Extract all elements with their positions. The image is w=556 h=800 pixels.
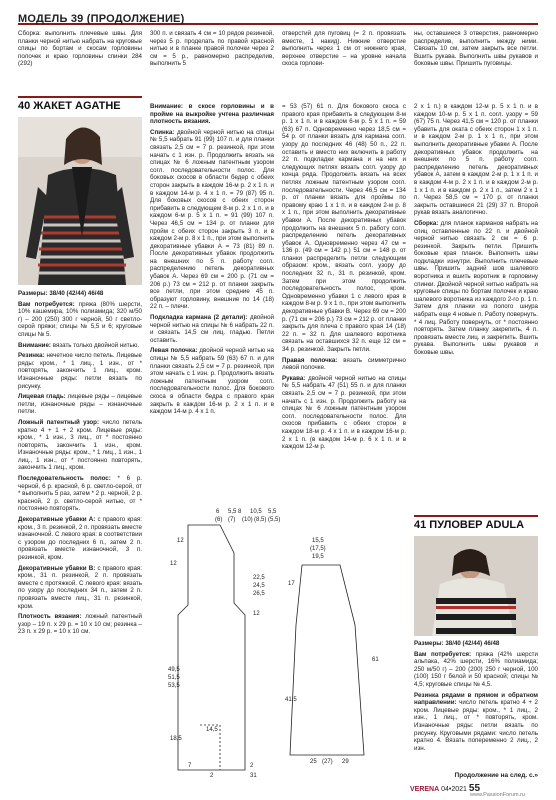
top-text-3: отверстий для пуговиц (= 2 п. провязать вместе, 1 накид). Нижние отверстие выполнить через 1 см от нижнего края, верхнее отверстие – на уровне начала скоса горлови- [282, 30, 406, 68]
decrease-a-text: с правого края: кром., 3 п. резинкой, 2 п. провязать вместе изнаночной. С левого края: в соответствии с узором до последних 6 п., затем 2 п. провязать вместе изнаночной, 3 п. резинкой, кром. [18, 516, 142, 561]
assembly-heading: Сборка: [414, 219, 439, 227]
false-patent-heading: Ложный патентный узор: [18, 418, 100, 426]
sleeve-bottom-2: (27) [322, 759, 333, 765]
jacket-col-2 [150, 103, 274, 419]
front-side-7: 18,5 [170, 736, 182, 742]
sleeve-side-2: 41,5 [285, 697, 297, 703]
note-text: вязать только двойной нитью. [52, 341, 140, 349]
sleeve-side-3: 61 [372, 657, 379, 663]
top-col-1 [18, 30, 142, 68]
top-text-4: ны, оставшиеся 3 отверстия, равномерно распределив, выполнить между ними. Связать 10 см, затем закрыть все петли. Вшить рукава. Выполнить швы рукавов и боковые швы. Пришить пуговицы. [414, 30, 538, 68]
sleeve-text: двойной черной нитью на спицы № 5,5 набрать 47 (51) 55 п. и для планки связать 2,5 см = 7 р. резинкой, при этом начать с 1 изн. р. Продолжить работу на спицах № 6 ложным патентным узором согл. последовательности полос. Для скосов прибавить с обеих сторон в каждом 18-м р. 4 x 1 п. и в каждом 16-м р. 2 x 1 п. (в каждом 14-м р. 6 x 1 п. и в каждом 12-м р. [282, 374, 406, 451]
pullover-rib-heading: Резинка рядами в прямом и обратном направлении: [414, 691, 538, 707]
materials-text: пряжа (80% шерсти, 10% кашемира, 10% полиамида; 320 м/50 г) – 200 (250) 300 г черной, 50 г светло-серой пряжи; спицы № 5,5 и 6; круговые спицы № 5. [18, 300, 142, 338]
page-number: 55 [468, 783, 481, 794]
front-side-1: 12 [177, 538, 184, 544]
front-top-3: 8 [238, 509, 242, 515]
pullover-title: 41 ПУЛОВЕР ADULA [414, 519, 525, 531]
left-front-text: двойной черной нитью на спицы № 5,5 набрать 59 (63) 67 п. и для планки связать 2,5 см = 7 р. резинкой, при этом начать с 1 изн. р. Продолжить вязать ложным патентным узором согл. последовательности полос. Для бокового скоса в области бедра с правого края закрыть в каждом 16-м р. 2 x 1 п. и в каждом 14-м р. 4 x 1 п. [150, 347, 274, 416]
jacket-sizes: Размеры: 38/40 (42/44) 46/48 [18, 290, 104, 297]
front-top-4: 10,5 [250, 509, 262, 515]
sleeve-top-1: 15,5 [312, 538, 324, 544]
rib-heading: Резинка: [18, 352, 45, 360]
decrease-a-heading: Декоративные убавки А: [18, 516, 96, 524]
issue-number: 04•2021 [441, 786, 467, 793]
top-col-3 [282, 30, 406, 68]
back-heading: Спинка: [150, 128, 175, 136]
sleeve-heading: Рукава: [282, 374, 306, 382]
pullover-materials-text: пряжа (42% шерсти альпака, 42% шерсти, 16% полиамида; 250 м/50 г) – 200 (200) 250 г черной, 100 (100) 150 г белой и 50 красной; спицы № 4,5; круговые спицы № 4,5. [414, 650, 538, 688]
front-top2-2: (7) [228, 517, 236, 523]
pattern-diagram [150, 505, 410, 780]
sleeve-side-1: 17 [288, 581, 295, 587]
front-top-1: 6 [216, 509, 220, 515]
front-top2-4: (8,5) [254, 517, 267, 523]
front-top-2: 5,5 [228, 509, 237, 515]
note-heading: Внимание: [18, 341, 51, 349]
stripe-heading: Последовательность полос: [18, 475, 111, 483]
smooth-text: лицевые ряды – лицевые петли, изнаночные ряды – изнаночные петли. [18, 393, 142, 416]
sleeve-top-2: (17,5) [310, 546, 326, 552]
decrease-b-text: с правого края: кром., 31 п. резинкой, 2 п. провязать вместе с протяжкой. С левого края: вязать по узору до последних 34 п., затем 2 п. провязать вместе лиц., 31 п. резинкой, кром. [18, 564, 142, 610]
false-patent-text: число петель кратно 4 + 1 + 2 кром. Лицевые ряды: кром., * 1 изн., 3 лиц., от * постоянно повторять, закончить 1 изн., кром. Изнаночные ряды: кром., * 1 лиц., 1 изн., 1 лиц., 1 изн., от * постоянно повторять, закончить 1 лиц., кром. [18, 418, 142, 472]
sleeve-cont: 2 x 1 п.) в каждом 12-м р. 5 x 1 п. и в каждом 10-м р. 5 x 1 п. согл. узору = 59 (67) 75 п. Через 41,5 см = 120 р. от планки убавить для оката с обеих сторон 1 x 1 п. и в каждом 2-м р. 1 x 1 п., при этом выполнить декоративные убавки А. После декоративных убавок продолжить на внешних по 5 п. работу согл. распределению петель декоративных убавок А, затем в каждом 2-м р. 1 x 1 п. и в каждом 4-м р. 2 x 1 п. и в каждом 2-м р. 1 x 1 п. и в каждом р. 2 x 1 п., затем 2 x 1 п. Через 58,5 см = 170 р. от планки закрыть оставшиеся 21 (29) 37 п. Второй рукав вязать аналогично. [414, 103, 538, 217]
left-front-heading: Левая полочка: [150, 347, 198, 355]
front-top2-5: (5,5) [268, 517, 281, 523]
sleeve-outline [290, 565, 364, 755]
pocket-text: двойной черной нитью на спицы № 6 набрать 22 п. и связать 14,5 см лиц. гладью. Петли оставить. [150, 314, 274, 344]
top-text-2: 300 п. и связать 4 см = 10 рядов резинкой, через 5 р. проделать по правой красной нитью и в планке правой полочки через 2 см = 5 р., равномерно распределив, выполнить 5 [150, 30, 274, 68]
front-side-8: 49,5 [168, 667, 180, 673]
pullover-materials-heading: Вам потребуется: [414, 650, 472, 658]
front-side-3: 24,5 [253, 583, 265, 589]
rib-text: нечетное число петель. Лицевые ряды: кром., * 1 лиц., 1 изн., от * повторять, закончить 1 лиц., кром. Изнаночные ряды: петли вязать по рисунку. [18, 352, 142, 390]
jacket-title: 40 ЖАКЕТ AGATHE [18, 100, 121, 112]
front-bottom-5: 31 [250, 773, 257, 779]
pullover-rib-text: число петель кратно 4 + 2 кром. Лицевые ряды: кром., * 1 лиц., 2 изн., 1 лиц., от * повторять, кром. Изнаночные ряды: петли вязать по рисунку. Круговыми рядами: число петель кратно 4. Вязать попеременно 2 лиц., 2 изн. [414, 699, 538, 752]
section-divider [18, 96, 142, 98]
right-front-heading: Правая полочка: [282, 356, 338, 364]
pocket-heading: Подкладка кармана (2 детали): [150, 314, 248, 322]
decrease-b-heading: Декоративные убавки В: [18, 564, 96, 572]
sleeve-top-3: 19,5 [312, 554, 324, 560]
jacket-col-3 [282, 103, 406, 454]
pullover-photo-image [414, 536, 538, 636]
page-header [18, 9, 538, 25]
stripe-text: * 6 р. черной, 6 р. красной, 6 р. светло-серой, от * выполнить 5 раз, затем * 2 р. черной, 2 р. красной, 2 р. светло-серой нитью, от * постоянно повторять. [18, 475, 142, 513]
jacket-photo-image [18, 117, 142, 285]
continued-note: Продолжение на след. с.» [454, 772, 538, 779]
density-text: ложный патентный узор – 19 п. x 29 р. = 10 x 10 см; резинка – 23 п. x 29 р. = 10 x 10 см. [18, 613, 142, 636]
top-text-1: Сборка: выполнить плечевые швы. Для планки черной нитью набрать на круговые спицы по бортам и скосам горловины полочек и краю горловины спинки 284 (292) [18, 30, 142, 68]
watermark: www.PassionForum.ru [470, 792, 526, 798]
front-side-2: 22,5 [253, 575, 265, 581]
front-top2-1: (6) [215, 517, 223, 523]
front-top2-3: (10) [242, 517, 253, 523]
left-front-cont: = 53 (57) 61 п. Для бокового скоса с правого края прибавить в следующем 8-м р. 1 x 1 п. и в каждом 6-м р. 5 x 1 п. = 59 (63) 67 п. Одновременно через 18,5 см = 54 р. от планки вязать для кармана согл. узору до последних 46 (48) 50 п., 22 п. оставить и вместо них включить в работу 22 п. подкладки кармана и на них и следующих петлях вязать согл. узору до конца ряда. Продолжить вязать на всех петлях ложным патентным узором согл. последовательности. Через 46,5 см = 134 р. от планки вязать для проймы по правому краю 1 x 1 п. и в каждом 2-м р. 8 x 1 п., при этом выполнить декоративные убавки А. После декоративных убавок продолжить на внешних 5 п. работу согл. распределению петель декоративных убавок А. Одновременно через 47 см = 136 р. (49 см = 142 р.) 51 см = 148 р. от планки распределить петли следующим образом: кром., вязать согл. узору до последних 32 п., 31 п. резинкой, кром. Затем при этом продолжить последовательность полос, кром. Одновременно убавки 1 с левого края в каждом 8-м р. 9 x 1 п., при этом выполнить декоративные убавки В. Через 69 см = 200 р. (71 см = 206 р.) 73 см = 212 р. от планки закрыть для плеча с правого края 14 (18) 22 п. = 32 п. Для шалевого воротника связать на оставшихся 32 п. еще 12 см = 34 р. резинкой. Закрыть петли. [282, 103, 406, 353]
page-title: МОДЕЛЬ 39 (ПРОДОЛЖЕНИЕ) [18, 13, 185, 25]
pullover-col [414, 640, 538, 755]
front-top-5: 5,5 [268, 509, 277, 515]
jacket-col-4 [414, 103, 538, 360]
measure-note: Внимание: в скосе горловины и в пройме на выкройке учтена различная плотность вязания. [150, 103, 274, 126]
sleeve-bottom-3: 29 [342, 759, 349, 765]
pullover-divider [414, 515, 538, 517]
front-piece-outline [178, 525, 245, 770]
pullover-photo [414, 536, 538, 636]
back-text: двойной черной нитью на спицы № 5,5 набрать 91 (99) 107 п. и для планки связать 2,5 см = 7 р. резинкой, при этом начать с 1 изн. р. Продолжить вязать на спицах № 6 ложным патентным узором согл. последовательности полос. Для боковых скосов в области бедер с обеих сторон закрыть в каждом 16-м р. 2 x 1 п. и в каждом 14-м р. 4 x 1 п. = 79 (87) 95 п. Для боковых скосов с обеих сторон прибавить в следующем 8-м р. 2 x 1 п. и в каждом 6-м р. 5 x 1 п. = 91 (99) 107 п. Через 46,5 см = 134 р. от планки для пройм с обеих сторон закрыть 3 п. и в каждом 2-м р. 8 x 1 п., при этом выполнить декоративные убавки А = 73 (81) 89 п. После декоративных убавок продолжить на внешних по 5 п. работу согл. распределению петель декоративных убавок А. Через 69 см = 200 р. (71 см = 206 р.) 73 см = 212 р. от планки закрыть все петли, при этом средние 45 п. образуют горловину, внешние по 14 (18) 22 п. – плечи. [150, 128, 274, 311]
right-front-text: вязать симметрично левой полочке. [282, 356, 406, 372]
jacket-col-1 [18, 290, 142, 639]
jacket-photo [18, 117, 142, 285]
density-heading: Плотность вязания: [18, 613, 82, 621]
front-side-5: 12 [253, 611, 260, 617]
front-side-10: 53,5 [168, 683, 180, 689]
front-bottom-1: 7 [188, 763, 192, 769]
pullover-sizes: Размеры: 38/40 (42/44) 46/48 [414, 640, 500, 647]
front-side-4: 26,5 [253, 591, 265, 597]
brand-name: VERENA [410, 786, 440, 793]
smooth-heading: Лицевая гладь: [18, 393, 66, 401]
top-col-4 [414, 30, 538, 68]
front-side-6: 12 [170, 561, 177, 567]
front-bottom-3: 14,5 [206, 727, 218, 733]
assembly-text: для планок карманов набрать на спиц оставленные по 22 п. и двойной черной нитью связать 2 см = 6 р. резинкой. Закрыть петли. Пришить боковые края планок. Выполнить швы подкладки изнутри. Выполнить плечевые швы. Пришить задний шов шалевого воротника и вшить воротник в горловину спинки. Двойной черной нитью набрать на круговые спицы по бортам полочек и краю шалевого воротника из каждого 2-го р. 1 п. Затем для планки из полого шнура набрать еще 4 новые п. Работу повернуть. * 4 лиц. Работу повернуть, от * постоянно повторять. Затем планку закрепить, 4 п. провязать вместе лиц. и закрепить. Вшить рукава. Выполнить швы рукавов и боковые швы. [414, 219, 538, 356]
materials-heading: Вам потребуется: [18, 300, 75, 308]
sleeve-bottom-1: 25 [310, 759, 317, 765]
front-bottom-2: 2 [250, 763, 254, 769]
top-col-2 [150, 30, 274, 68]
front-side-9: 51,5 [168, 675, 180, 681]
front-bottom-4: 2 [210, 773, 214, 779]
